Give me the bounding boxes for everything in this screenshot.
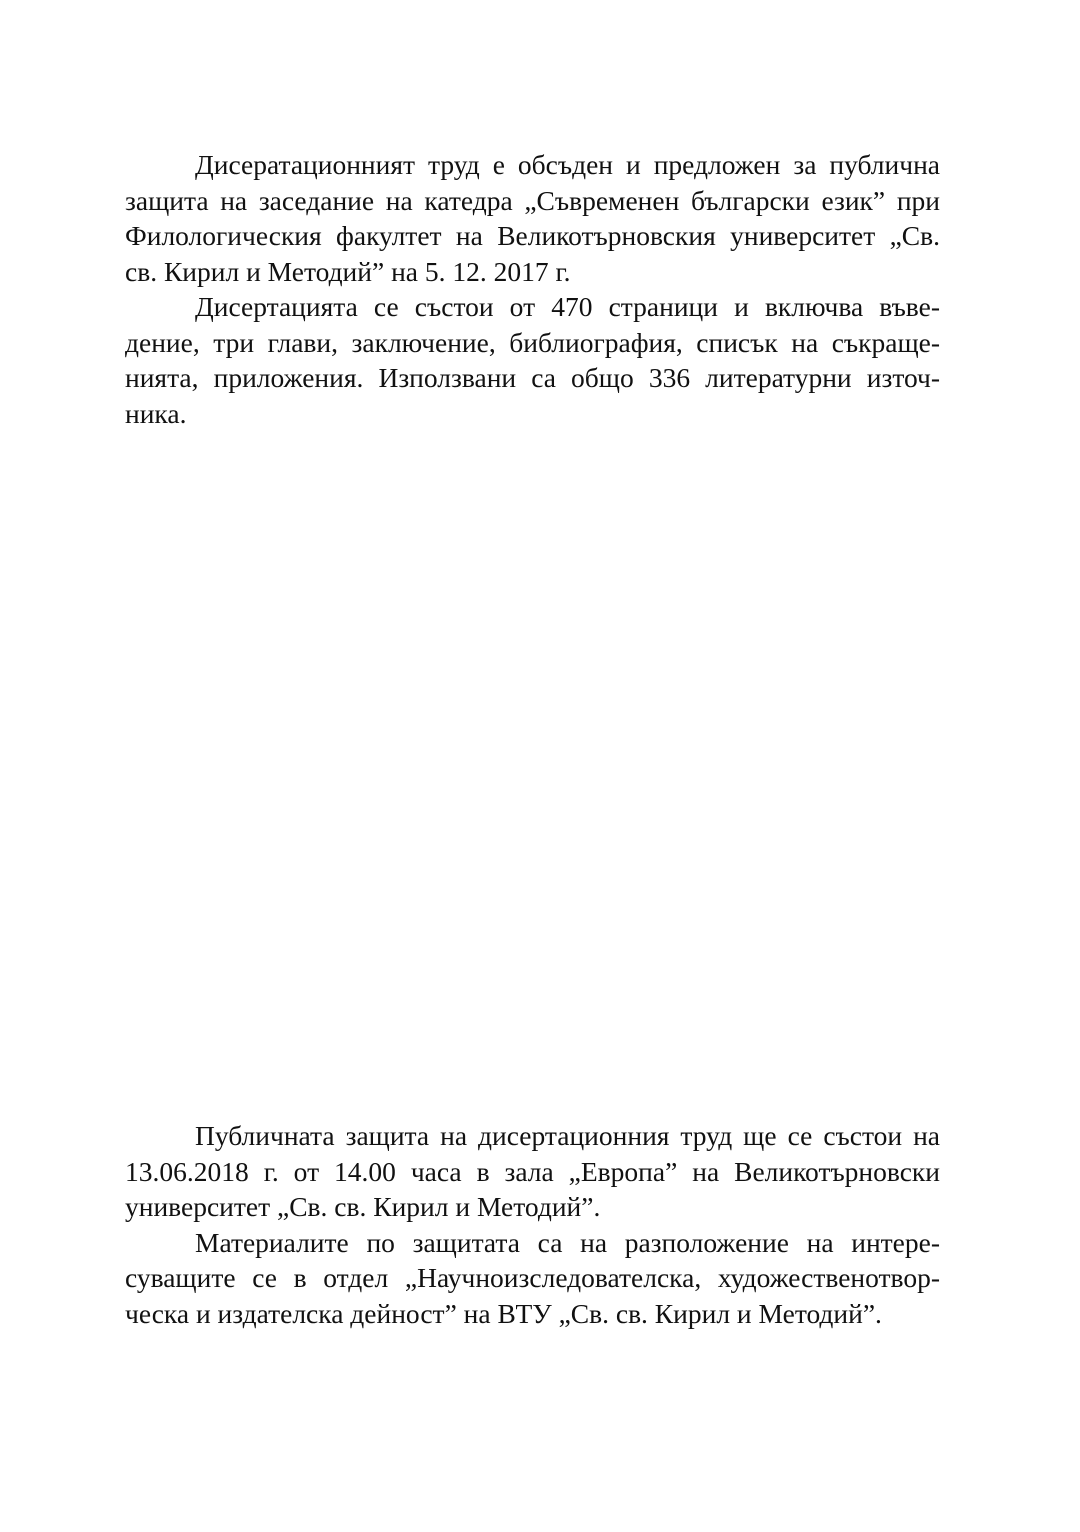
text-line: нията, приложения. Използвани са общо 336 литературни източ- (125, 362, 940, 393)
text-line: св. Кирил и Методий” на 5. 12. 2017 г. (125, 255, 571, 287)
paragraph-materials-availability (125, 1225, 940, 1332)
text-line: дение, три глави, заключение, библиография, списък на съкраще- (125, 326, 940, 358)
text-line: Материалите по защитата са на разположение на интере- (195, 1226, 940, 1258)
text-line: защита на заседание на катедра „Съвременен български език” при (125, 184, 940, 216)
paragraph-dissertation-structure (125, 289, 940, 431)
text-line: Публичната защита на дисертационния труд ще се състои на (195, 1120, 940, 1151)
bottom-text-block (125, 1118, 940, 1331)
paragraph-defense-discussion (125, 147, 940, 289)
paragraph-public-defense (125, 1118, 940, 1225)
text-line: 13.06.2018 г. от 14.00 часа в зала „Европа” на Великотърновски (125, 1155, 940, 1187)
text-line: Дисератационният труд е обсъден и предложен за публична (195, 149, 940, 180)
text-line: Дисертацията се състои от 470 страници и включва въве- (195, 291, 940, 322)
text-line: университет „Св. св. Кирил и Методий”. (125, 1191, 601, 1222)
text-line: ческа и издателска дейност” на ВТУ „Св. св. Кирил и Методий”. (125, 1297, 882, 1329)
text-line: ника. (125, 397, 187, 429)
top-text-block (125, 147, 940, 431)
text-line: суващите се в отдел „Научноизследователска, художественотвор- (125, 1262, 940, 1293)
text-line: Филологическия факултет на Великотърновския университет „Св. (125, 220, 940, 251)
